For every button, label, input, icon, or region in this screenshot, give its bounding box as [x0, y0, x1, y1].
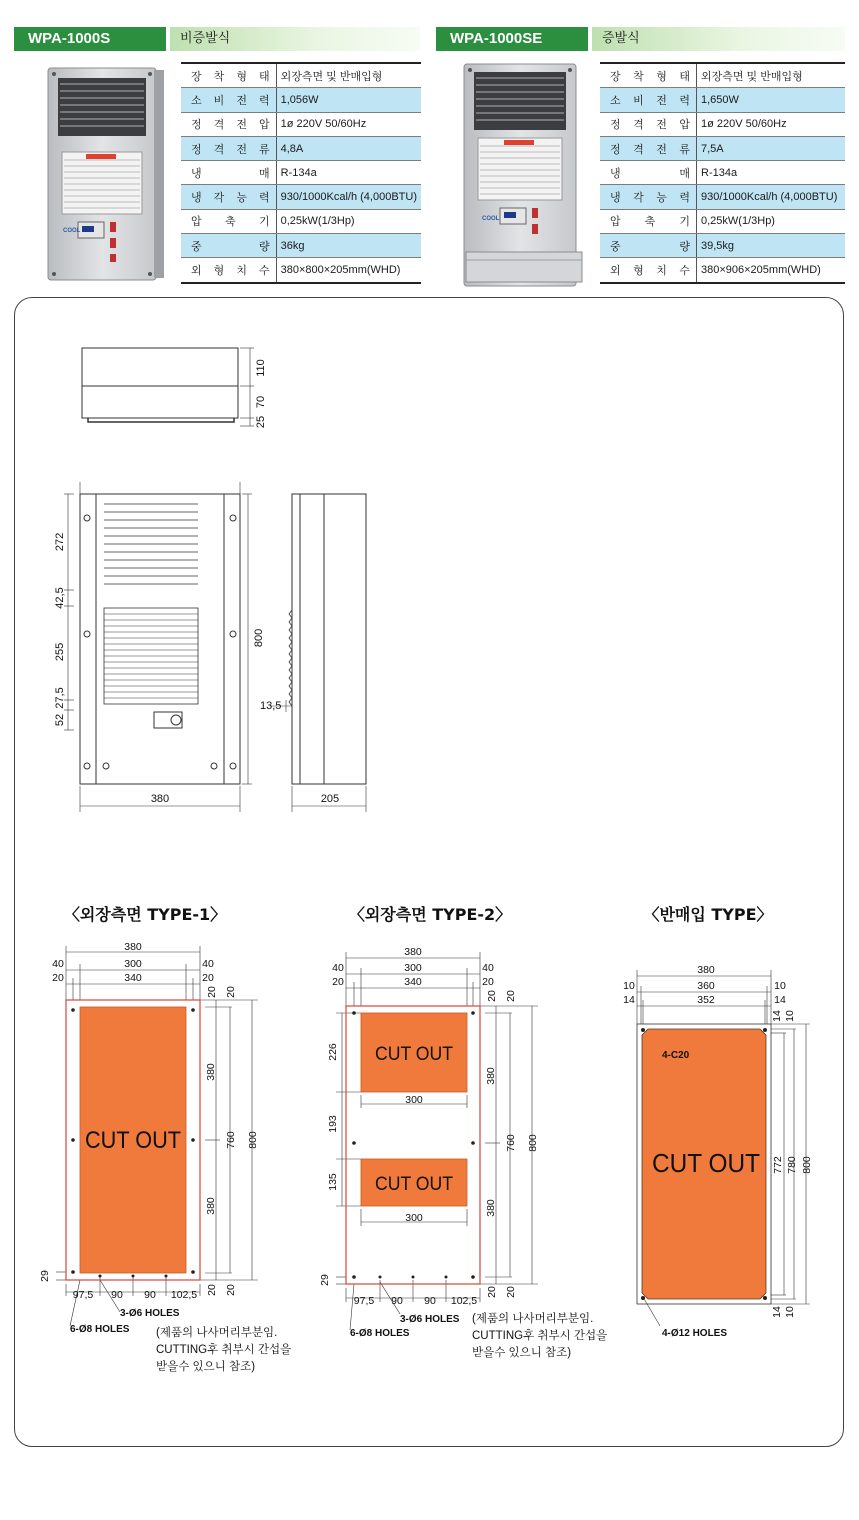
- dim-label: 340: [124, 972, 142, 984]
- dim-label: 780: [786, 1156, 798, 1174]
- corner-label: 4-C20: [662, 1050, 690, 1061]
- dim-label: 27,5: [54, 687, 66, 709]
- dim-label: 20: [486, 990, 498, 1002]
- spec-label: 정 격 전 압: [600, 112, 697, 136]
- model-name: WPA-1000S: [14, 27, 166, 51]
- dim-label: 10: [774, 980, 786, 992]
- side-view: [270, 494, 366, 812]
- dim-label: 40: [202, 958, 214, 970]
- model-type: 비증발식: [170, 27, 420, 51]
- spec-value: 930/1000Kcal/h (4,000BTU): [276, 185, 421, 209]
- spec-label: 정 격 전 압: [181, 112, 276, 136]
- spec-value: 36kg: [276, 234, 421, 258]
- dim-label: 205: [320, 793, 340, 805]
- dim-label: 380: [205, 1197, 217, 1215]
- dim-label: 20: [332, 976, 344, 988]
- spec-value: 0,25kW(1/3Hp): [697, 209, 846, 233]
- holes-label: 6-Ø8 HOLES: [350, 1328, 410, 1339]
- dim-label: 14: [771, 1010, 783, 1022]
- dim-label: 380: [404, 946, 422, 958]
- dim-label: 20: [505, 1286, 517, 1298]
- dim-label: 70: [255, 395, 267, 409]
- model-name: WPA-1000SE: [436, 27, 588, 51]
- dim-label: 14: [774, 994, 786, 1006]
- spec-value: 380×906×205mm(WHD): [697, 258, 846, 283]
- dim-label: 97,5: [72, 1289, 94, 1301]
- holes-label: 6-Ø8 HOLES: [70, 1324, 130, 1335]
- dim-label: 800: [253, 628, 265, 648]
- dim-label: 272: [54, 532, 66, 552]
- dim-label: 255: [54, 642, 66, 662]
- spec-value: 380×800×205mm(WHD): [276, 258, 421, 283]
- dim-label: 40: [52, 958, 64, 970]
- cutout-label: CUT OUT: [375, 1174, 454, 1195]
- spec-label: 소 비 전 력: [181, 88, 276, 112]
- dim-label: 20: [202, 972, 214, 984]
- spec-value: 1,056W: [276, 88, 421, 112]
- spec-value: R-134a: [276, 161, 421, 185]
- spec-label: 장 착 형 태: [600, 63, 697, 88]
- holes-label: 3-Ø6 HOLES: [400, 1314, 460, 1325]
- note-line: CUTTING후 취부시 간섭을: [156, 1344, 292, 1356]
- spec-label: 소 비 전 력: [600, 88, 697, 112]
- dim-label: 29: [319, 1274, 331, 1286]
- spec-label: 장 착 형 태: [181, 63, 276, 88]
- spec-value: R-134a: [697, 161, 846, 185]
- spec-label: 외 형 치 수: [600, 258, 697, 283]
- dim-label: 760: [505, 1134, 517, 1152]
- dim-label: 135: [327, 1173, 339, 1191]
- dim-label: 97,5: [353, 1295, 375, 1307]
- dim-label: 110: [255, 359, 267, 377]
- note-line: (제품의 나사머리부분임.: [472, 1313, 594, 1325]
- holes-label: 3-Ø6 HOLES: [120, 1308, 180, 1319]
- dim-label: 102,5: [170, 1289, 198, 1301]
- dim-label: 380: [485, 1067, 497, 1085]
- cutout-label: CUT OUT: [652, 1148, 761, 1178]
- dim-label: 20: [482, 976, 494, 988]
- note-line: (제품의 나사머리부분임.: [156, 1327, 278, 1339]
- dim-label: 52: [54, 713, 66, 727]
- dim-label: 226: [327, 1043, 339, 1061]
- spec-value: 외장측면 및 반매입형: [276, 63, 421, 88]
- dim-label: 800: [527, 1134, 539, 1152]
- spec-value: 930/1000Kcal/h (4,000BTU): [697, 185, 846, 209]
- dim-label: 10: [784, 1306, 796, 1318]
- spec-label: 압 축 기: [181, 209, 276, 233]
- dim-label: 14: [623, 994, 635, 1006]
- dim-label: 25: [255, 415, 267, 429]
- spec-label: 중 량: [181, 234, 276, 258]
- dim-label: 772: [772, 1156, 784, 1174]
- spec-value: 7,5A: [697, 136, 846, 160]
- spec-label: 정 격 전 류: [600, 136, 697, 160]
- note-line: 받을수 있으니 참조): [472, 1347, 572, 1359]
- type1-drawing: [39, 941, 291, 1373]
- dim-label: 380: [124, 941, 142, 953]
- dim-label: 20: [52, 972, 64, 984]
- spec-label: 중 량: [600, 234, 697, 258]
- spec-value: 0,25kW(1/3Hp): [276, 209, 421, 233]
- dim-label: 800: [247, 1131, 259, 1149]
- dim-label: 193: [327, 1115, 339, 1133]
- dim-label: 340: [404, 976, 422, 988]
- spec-label: 냉 각 능 력: [600, 185, 697, 209]
- note-line: 받을수 있으니 참조): [156, 1361, 256, 1373]
- spec-value: 1,650W: [697, 88, 846, 112]
- dim-label: 300: [124, 958, 142, 970]
- dim-label: 300: [405, 1094, 423, 1106]
- spec-value: 39,5kg: [697, 234, 846, 258]
- dim-label: 380: [205, 1063, 217, 1081]
- dim-label: 300: [404, 962, 422, 974]
- dim-label: 13,5: [260, 700, 282, 712]
- dim-label: 800: [801, 1156, 813, 1174]
- dim-label: 90: [144, 1289, 156, 1301]
- holes-label: 4-Ø12 HOLES: [662, 1328, 728, 1339]
- dim-label: 90: [391, 1295, 403, 1307]
- dim-label: 20: [206, 986, 218, 998]
- type-title: 〈외장측면 TYPE-2〉: [348, 905, 512, 924]
- spec-value: 1ø 220V 50/60Hz: [697, 112, 846, 136]
- dim-label: 10: [784, 1010, 796, 1022]
- spec-label: 외 형 치 수: [181, 258, 276, 283]
- type2-drawing: [319, 946, 607, 1359]
- dim-label: 90: [111, 1289, 123, 1301]
- dim-label: 300: [405, 1212, 423, 1224]
- spec-value: 외장측면 및 반매입형: [697, 63, 846, 88]
- dim-label: 380: [150, 793, 170, 805]
- dim-label: 102,5: [450, 1295, 478, 1307]
- brand-label: COOL: [63, 228, 81, 234]
- front-view: [64, 482, 252, 812]
- dim-label: 380: [485, 1199, 497, 1217]
- dim-label: 20: [505, 990, 517, 1002]
- type3-drawing: [623, 964, 813, 1339]
- dim-label: 760: [225, 1131, 237, 1149]
- dim-label: 14: [771, 1306, 783, 1318]
- dim-label: 40: [332, 962, 344, 974]
- type-title: 〈반매입 TYPE〉: [643, 905, 773, 924]
- cutout-label: CUT OUT: [85, 1127, 182, 1154]
- top-view: [82, 348, 254, 426]
- spec-label: 냉 각 능 력: [181, 185, 276, 209]
- dim-label: 380: [697, 964, 715, 976]
- dim-label: 352: [697, 994, 715, 1006]
- dim-label: 10: [623, 980, 635, 992]
- spec-value: 1ø 220V 50/60Hz: [276, 112, 421, 136]
- cutout-label: CUT OUT: [375, 1044, 454, 1065]
- model-type: 증발식: [592, 27, 845, 51]
- dim-label: 40: [482, 962, 494, 974]
- note-line: CUTTING후 취부시 간섭을: [472, 1330, 608, 1342]
- spec-label: 압 축 기: [600, 209, 697, 233]
- type-title: 〈외장측면 TYPE-1〉: [63, 905, 227, 924]
- dim-label: 360: [697, 980, 715, 992]
- dim-label: 20: [206, 1284, 218, 1296]
- dim-label: 29: [39, 1270, 51, 1282]
- spec-label: 냉 매: [600, 161, 697, 185]
- spec-value: 4,8A: [276, 136, 421, 160]
- dim-label: 90: [424, 1295, 436, 1307]
- spec-label: 정 격 전 류: [181, 136, 276, 160]
- spec-label: 냉 매: [181, 161, 276, 185]
- brand-label: COOL: [482, 216, 500, 222]
- dim-label: 20: [486, 1286, 498, 1298]
- dim-label: 20: [225, 986, 237, 998]
- dim-label: 20: [225, 1284, 237, 1296]
- dim-label: 42,5: [54, 587, 66, 609]
